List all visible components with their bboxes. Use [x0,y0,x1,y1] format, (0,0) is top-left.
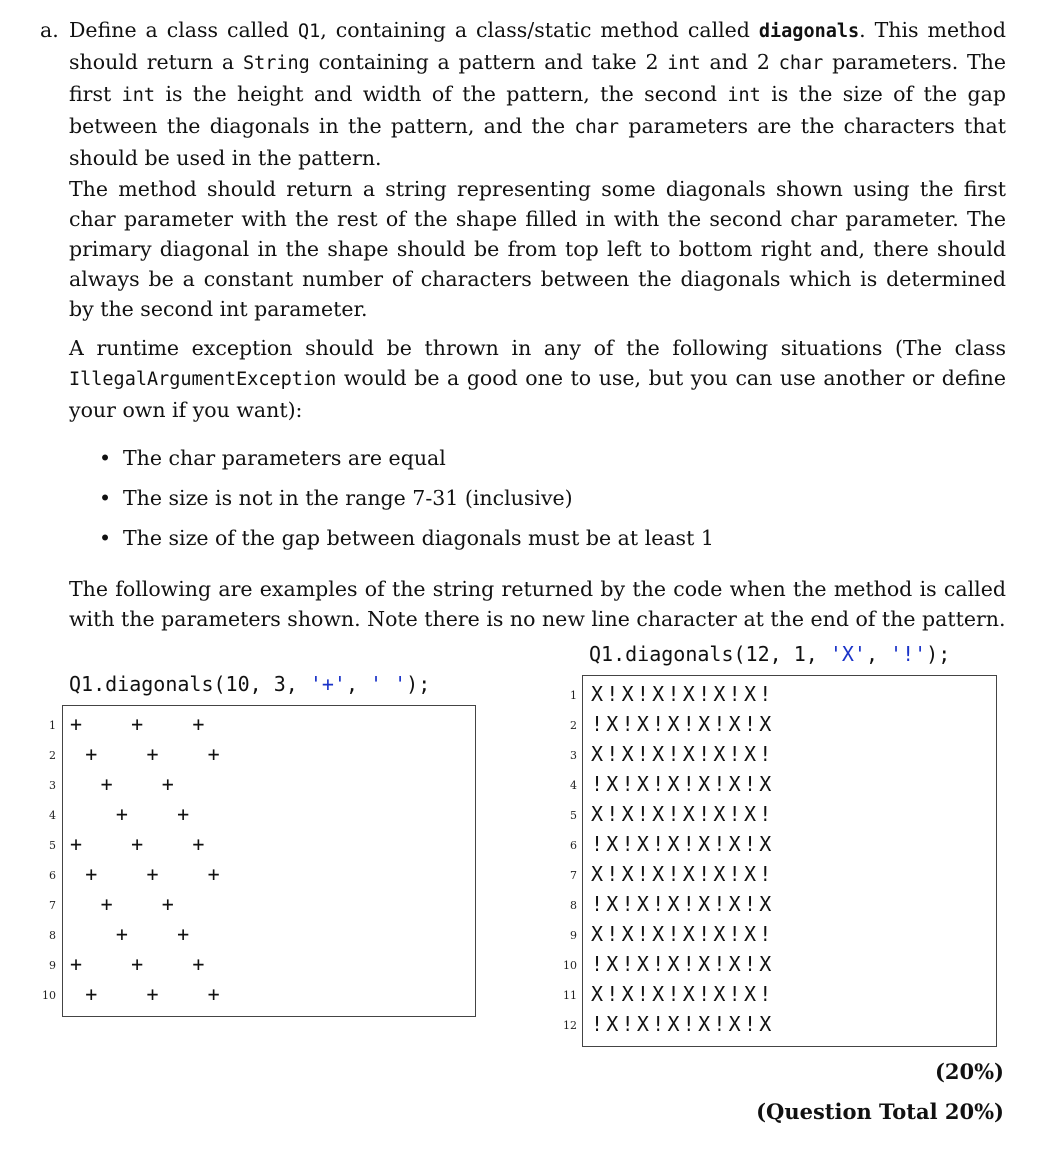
pattern-char: ! [636,802,649,826]
pattern-char: + [69,952,83,976]
pattern-char: + [100,772,113,796]
pattern-char: + [192,832,205,856]
pattern-char: ! [636,682,649,706]
pattern-char: X [667,952,680,976]
pattern-char: X [636,712,649,736]
example2-call [589,641,950,667]
question-total: (Question Total 20%) [756,1099,1004,1124]
pattern-char: ! [743,712,757,736]
pattern-char: X [698,712,711,736]
pattern-char: X [606,772,619,796]
pattern-char: ! [759,682,772,706]
pattern-char: X [698,952,711,976]
pattern-char: X [743,742,757,766]
pattern-char: X [636,772,649,796]
pattern-char: X [652,742,665,766]
pattern-char: ! [606,682,619,706]
pattern-char: X [667,772,680,796]
pattern-char: ! [606,802,619,826]
pattern-char: X [682,922,695,946]
pattern-char: + [207,982,220,1006]
char-literal: 'X' [829,642,866,666]
pattern-char: ! [728,742,741,766]
pattern-char: X [759,772,772,796]
bullet-symbol: • [99,486,112,510]
pattern-char: X [728,712,741,736]
pattern-char: + [161,772,174,796]
pattern-char: ! [743,952,757,976]
pattern-char: ! [682,952,695,976]
pattern-char: X [652,862,665,886]
pattern-char: + [146,862,159,886]
paragraph-description: The method should return a string representing some diagonals shown using the first char parameter with the rest of the shape filled in with the second char parameter. The primary diagonal in the shape should be from top left to bottom right and, there should always be a constant number of characters between the diagonals which is determined by the second int parameter. [69,177,1006,321]
line-number: 12 [563,1019,577,1032]
pattern-char: + [115,802,128,826]
text-run: . This method should return a [69,18,1006,74]
pattern-char: X [621,862,634,886]
line-number: 10 [42,989,56,1002]
pattern-char: X [682,802,695,826]
pattern-char: X [743,922,757,946]
pattern-char: X [743,862,757,886]
pattern-char: ! [652,772,665,796]
pattern-char: + [115,922,128,946]
pattern-char: ! [728,922,741,946]
pattern-char: X [743,682,757,706]
pattern-char: ! [636,862,649,886]
pattern-char: ! [667,862,680,886]
exception-list [99,443,714,563]
pattern-char: ! [713,892,726,916]
bullet-text: The char parameters are equal [123,446,446,470]
line-number: 3 [49,779,56,792]
pattern-char: + [69,712,83,736]
pattern-char: X [698,892,711,916]
pattern-char: ! [698,922,711,946]
pattern-char: ! [652,892,665,916]
pattern-char: X [743,982,757,1006]
pattern-char: X [713,682,726,706]
bullet-symbol: • [99,526,112,550]
pattern-char: X [606,1012,619,1036]
call-text: Q1.diagonals(10, 3, [69,672,310,696]
line-number: 5 [570,809,577,822]
pattern-char: ! [667,742,680,766]
pattern-char: X [667,712,680,736]
line-number: 6 [49,869,56,882]
call-text: Q1.diagonals(12, 1, [589,642,830,666]
pattern-char: ! [713,952,726,976]
pattern-char: ! [606,922,619,946]
pattern-char: X [590,742,604,766]
pattern-char: + [85,742,98,766]
call-text: ); [926,642,951,666]
pattern-char: + [146,742,159,766]
pattern-char: X [743,802,757,826]
text-run: , containing a class/static method called [320,18,759,42]
line-number: 7 [49,899,56,912]
pattern-char: X [652,682,665,706]
pattern-char: X [606,712,619,736]
pattern-char: ! [590,952,604,976]
pattern-char: X [652,802,665,826]
inline-code: IllegalArgumentException [69,369,337,390]
pattern-char: ! [636,742,649,766]
inline-code: diagonals [758,21,860,42]
pattern-char: ! [728,802,741,826]
pattern-char: X [636,1012,649,1036]
pattern-char: ! [636,982,649,1006]
pattern-char: ! [621,712,634,736]
call-text: , [345,672,371,696]
line-number: 1 [49,719,56,732]
pattern-char: ! [682,772,695,796]
text-run: would be a good one to use, but you can use another or define your own if you want): [69,366,1006,422]
inline-code: int [667,53,701,74]
char-literal: '!' [890,642,927,666]
pattern-char: ! [743,832,757,856]
pattern-char: + [161,892,174,916]
pattern-char: + [177,922,190,946]
pattern-char: X [590,802,604,826]
inline-code: String [242,53,310,74]
pattern-char: X [590,982,604,1006]
bullet-item [99,443,714,483]
text-run: is the height and width of the pattern, the second [155,82,728,106]
bullet-symbol: • [99,446,112,470]
pattern-char: ! [728,682,741,706]
pattern-char: X [682,742,695,766]
pattern-char: X [713,862,726,886]
pattern-char: X [636,832,649,856]
pattern-char: ! [682,892,695,916]
pattern-char: X [606,892,619,916]
pattern-char: ! [667,922,680,946]
pattern-char: ! [682,712,695,736]
inline-code: Q1 [298,21,321,42]
pattern-char: ! [590,832,604,856]
pattern-char: + [131,712,144,736]
pattern-char: ! [743,1012,757,1036]
pattern-char: X [621,802,634,826]
pattern-char: X [698,832,711,856]
char-literal: ' ' [370,672,407,696]
paragraph-exceptions [69,333,1006,425]
pattern-char: ! [621,832,634,856]
pattern-char: X [590,862,604,886]
pattern-char: + [146,982,159,1006]
pattern-char: X [759,712,772,736]
line-number: 3 [570,749,577,762]
pattern-char: ! [667,802,680,826]
inline-code: int [121,85,156,106]
pattern-char: X [652,982,665,1006]
pattern-char: ! [759,742,772,766]
pattern-char: + [85,862,98,886]
pattern-char: + [192,712,205,736]
pattern-char: + [85,982,98,1006]
pattern-char: X [728,832,741,856]
pattern-char: X [590,922,604,946]
pattern-char: X [759,952,772,976]
pattern-char: ! [667,682,680,706]
pattern-char: ! [621,892,634,916]
pattern-char: X [713,922,726,946]
line-number: 9 [570,929,577,942]
pattern-char: ! [728,982,741,1006]
pattern-char: X [713,802,726,826]
line-number: 1 [570,689,577,702]
pattern-char: ! [698,802,711,826]
pattern-char: X [621,742,634,766]
pattern-char: ! [606,982,619,1006]
call-text: ); [406,672,431,696]
line-number: 7 [570,869,577,882]
example1-call [69,671,430,697]
pattern-char: X [682,682,695,706]
pattern-char: X [698,772,711,796]
pattern-char: ! [590,712,604,736]
inline-code: int [727,85,761,106]
pattern-char: X [621,922,634,946]
pattern-char: ! [713,772,726,796]
pattern-char: ! [652,952,665,976]
pattern-char: ! [698,742,711,766]
pattern-char: ! [621,1012,634,1036]
line-number: 8 [570,899,577,912]
pattern-char: ! [636,922,649,946]
text-run: A runtime exception should be thrown in any of the following situations (The class [69,336,1006,360]
pattern-char: X [728,772,741,796]
line-number: 9 [49,959,56,972]
line-number: 2 [49,749,56,762]
pattern-char: ! [606,742,619,766]
pattern-char: ! [590,892,604,916]
pattern-char: X [590,682,604,706]
pattern-char: X [759,892,772,916]
line-number: 11 [563,989,577,1002]
pattern-char: ! [667,982,680,1006]
pattern-char: + [131,952,144,976]
pattern-char: + [177,802,190,826]
pattern-char: X [698,1012,711,1036]
bullet-text: The size is not in the range 7-31 (inclusive) [123,486,573,510]
pattern-char: ! [652,832,665,856]
pattern-char: X [606,952,619,976]
pattern-char: ! [728,862,741,886]
pattern-char: + [100,892,113,916]
pattern-char: ! [682,832,695,856]
pattern-char: + [207,862,220,886]
bullet-item [99,483,714,523]
pattern-char: ! [621,952,634,976]
pattern-char: ! [713,712,726,736]
pattern-char: X [652,922,665,946]
pattern-char: ! [759,922,772,946]
pattern-char: X [621,982,634,1006]
pattern-char: + [192,952,205,976]
paragraph-examples-intro: The following are examples of the string returned by the code when the method is called with the parameters shown. Note there is no new line character at the end of the pattern. [69,577,1006,631]
pattern-char: ! [713,832,726,856]
marks: (20%) [934,1059,1004,1084]
char-literal: '+' [309,672,346,696]
pattern-char: X [713,742,726,766]
pattern-char: ! [759,802,772,826]
pattern-char: ! [590,772,604,796]
line-number: 8 [49,929,56,942]
pattern-char: ! [698,982,711,1006]
pattern-char: X [682,862,695,886]
pattern-char: ! [759,982,772,1006]
pattern-char: ! [759,862,772,886]
line-number: 6 [570,839,577,852]
pattern-char: X [621,682,634,706]
pattern-char: ! [590,1012,604,1036]
pattern-char: + [207,742,220,766]
pattern-char: + [69,832,83,856]
pattern-char: ! [698,682,711,706]
example1-output-box [62,705,476,1017]
text-run: parameters are the characters that should be used in the pattern. [69,114,1006,170]
pattern-char: X [667,892,680,916]
bullet-text: The size of the gap between diagonals must be at least 1 [123,526,714,550]
pattern-char: ! [743,772,757,796]
line-number: 4 [570,779,577,792]
pattern-char: ! [652,1012,665,1036]
inline-code: char [574,117,620,138]
pattern-char: X [606,832,619,856]
pattern-char: ! [713,1012,726,1036]
pattern-char: ! [606,862,619,886]
pattern-char: X [636,892,649,916]
text-run: parameters. The first [69,50,1007,106]
question-label: a. [40,18,59,42]
pattern-char: ! [652,712,665,736]
pattern-char: X [667,832,680,856]
text-run: is the size of the gap between the diagonals in the pattern, and the [69,82,1006,138]
pattern-char: X [713,982,726,1006]
text-run: containing a pattern and take 2 [309,50,668,74]
pattern-char: X [636,952,649,976]
pattern-char: ! [743,892,757,916]
line-number: 10 [563,959,577,972]
pattern-char: X [667,1012,680,1036]
pattern-char: X [728,952,741,976]
line-number: 2 [570,719,577,732]
pattern-char: X [759,832,772,856]
call-text: , [865,642,891,666]
text-run: Define a class called [69,18,298,42]
pattern-char: X [682,982,695,1006]
pattern-char: X [728,1012,741,1036]
pattern-char: ! [682,1012,695,1036]
bullet-item [99,523,714,563]
pattern-char: X [759,1012,772,1036]
inline-code: char [778,53,824,74]
pattern-char: + [131,832,144,856]
line-number: 4 [49,809,56,822]
pattern-char: X [728,892,741,916]
pattern-char: ! [698,862,711,886]
line-number: 5 [49,839,56,852]
text-run: and 2 [700,50,779,74]
pattern-char: ! [621,772,634,796]
paragraph-definition [69,15,1006,173]
